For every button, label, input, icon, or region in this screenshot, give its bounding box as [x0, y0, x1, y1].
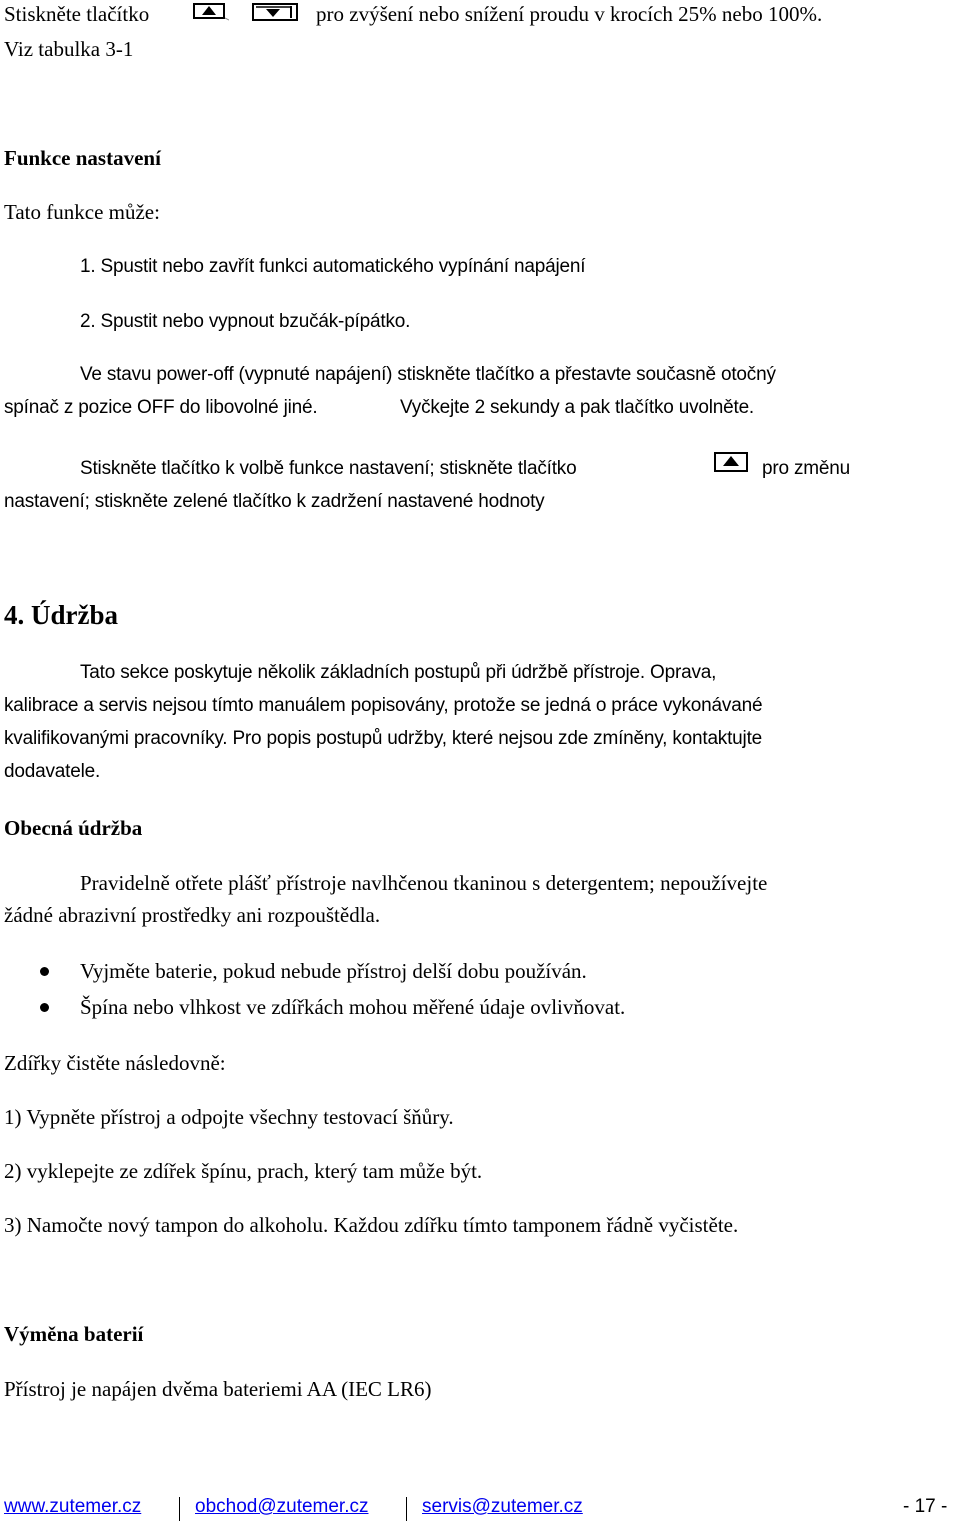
settings-item-2: 2. Spustit nebo vypnout bzučák-pípátko.: [80, 311, 411, 332]
settings-para1-line2b: Vyčkejte 2 sekundy a pak tlačítko uvolněte.: [400, 397, 755, 418]
footer-link-service-anchor[interactable]: servis@zutemer.cz: [422, 1496, 583, 1517]
maintenance-p-line3: kvalifikovanými pracovníky. Pro popis postupů udržby, které nejsou zde zmíněny, kontaktujte: [4, 728, 763, 749]
sockets-intro: Zdířky čistěte následovně:: [4, 1051, 226, 1075]
settings-heading: Funkce nastavení: [4, 146, 161, 170]
battery-heading: Výměna baterií: [4, 1322, 144, 1346]
bullet-item-2: Špína nebo vlhkost ve zdířkách mohou měřené údaje ovlivňovat.: [80, 995, 626, 1019]
footer-link-service[interactable]: [422, 1496, 583, 1518]
page-number: - 17 -: [903, 1496, 948, 1517]
maintenance-p-line2: kalibrace a servis nejsou tímto manuálem popisovány, protože se jedná o práce vykonávané: [4, 695, 763, 716]
maintenance-p-line4: dodavatele.: [4, 761, 101, 782]
footer-link-web[interactable]: [4, 1496, 141, 1518]
bullet-icon: [40, 1003, 49, 1012]
general-maintenance-heading: Obecná údržba: [4, 816, 143, 840]
intro-press-button: Stiskněte tlačítko: [4, 2, 150, 26]
intro-press-rest: pro zvýšení nebo snížení proudu v krocích 25% nebo 100%.: [316, 2, 823, 26]
sockets-step-3: 3) Namočte nový tampon do alkoholu. Každou zdířku tímto tamponem řádně vyčistěte.: [4, 1213, 739, 1237]
footer-separator: [179, 1497, 180, 1521]
sockets-step-1: 1) Vypněte přístroj a odpojte všechny testovací šňůry.: [4, 1105, 454, 1129]
settings-can-do: Tato funkce může:: [4, 200, 160, 224]
footer-link-web-anchor[interactable]: www.zutemer.cz: [4, 1496, 142, 1517]
settings-para2-line1b: pro změnu: [762, 458, 850, 479]
settings-para2-line2: nastavení; stiskněte zelené tlačítko k zadržení nastavené hodnoty: [4, 491, 545, 512]
settings-para1-line2a: spínač z pozice OFF do libovolné jiné.: [4, 397, 318, 418]
settings-item-1: 1. Spustit nebo zavřít funkci automatického vypínání napájení: [80, 256, 586, 277]
footer-separator: [406, 1497, 407, 1521]
settings-para2-line1a: Stiskněte tlačítko k volbě funkce nastavení; stiskněte tlačítko: [80, 458, 577, 479]
button-up-icon: [714, 452, 748, 472]
bullet-icon: [40, 967, 49, 976]
battery-text: Přístroj je napájen dvěma bateriemi AA (IEC LR6): [4, 1377, 432, 1401]
table-reference: Viz tabulka 3-1: [4, 37, 134, 61]
footer-link-order[interactable]: [195, 1496, 369, 1518]
settings-para1-line1: Ve stavu power-off (vypnuté napájení) stiskněte tlačítko a přestavte současně otočný: [80, 364, 776, 385]
button-up-icon: [193, 3, 229, 21]
general-line1: Pravidelně otřete plášť přístroje navlhčenou tkaninou s detergentem; nepoužívejte: [80, 871, 768, 895]
maintenance-p-line1: Tato sekce poskytuje několik základních postupů při údržbě přístroje. Oprava,: [80, 662, 717, 683]
footer-link-order-anchor[interactable]: obchod@zutemer.cz: [195, 1496, 369, 1517]
button-down-icon: [252, 3, 298, 21]
sockets-step-2: 2) vyklepejte ze zdířek špínu, prach, který tam může být.: [4, 1159, 483, 1183]
bullet-item-1: Vyjměte baterie, pokud nebude přístroj delší dobu používán.: [80, 959, 587, 983]
maintenance-heading: 4. Údržba: [4, 600, 118, 630]
general-line2: žádné abrazivní prostředky ani rozpouštědla.: [4, 903, 381, 927]
